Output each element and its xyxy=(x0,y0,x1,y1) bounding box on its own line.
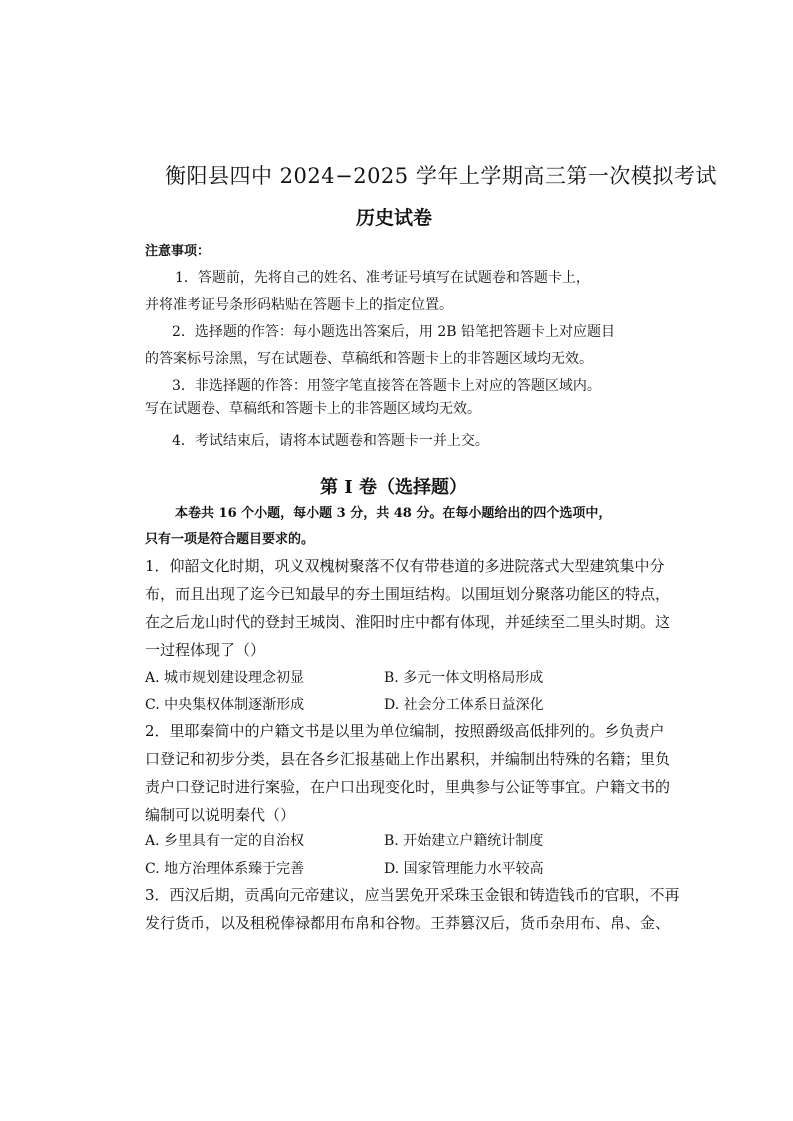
question-1-line: 一过程体现了（） xyxy=(145,641,266,659)
question-1-line: 在之后龙山时代的登封王城岗、淮阳时庄中都有体现，并延续至二里头时期。这 xyxy=(145,613,671,631)
question-1-option-d: D. 社会分工体系日益深化 xyxy=(384,697,544,713)
note-line: 1．答题前，先将自己的姓名、准考证号填写在试题卷和答题卡上， xyxy=(175,270,590,286)
question-1-option-b: B. 多元一体文明格局形成 xyxy=(384,670,544,686)
question-3-line: 3．西汉后期，贡禹向元帝建议，应当罢免开采珠玉金银和铸造钱币的官职，不再 xyxy=(145,886,680,904)
question-2-line: 2．里耶秦简中的户籍文书是以里为单位编制，按照爵级高低排列的。乡负责户 xyxy=(145,722,665,740)
question-3-line: 发行货币，以及租税俸禄都用布帛和谷物。王莽篡汉后，货币杂用布、帛、金、 xyxy=(145,914,671,932)
question-2-option-b: B. 开始建立户籍统计制度 xyxy=(384,833,544,849)
exam-title: 衡阳县四中 2024−2025 学年上学期高三第一次模拟考试 xyxy=(165,164,717,188)
question-1-option-c: C. 中央集权体制逐渐形成 xyxy=(145,697,305,713)
note-line: 写在试题卷、草稿纸和答题卡上的非答题区域均无效。 xyxy=(145,401,481,417)
note-line: 并将准考证号条形码粘贴在答题卡上的指定位置。 xyxy=(145,297,453,313)
note-line: 4．考试结束后，请将本试题卷和答题卡一并上交。 xyxy=(172,433,489,449)
note-line: 的答案标号涂黑，写在试题卷、草稿纸和答题卡上的非答题区域均无效。 xyxy=(145,351,593,367)
question-2-option-d: D. 国家管理能力水平较高 xyxy=(384,861,544,877)
question-1-line: 1．仰韶文化时期，巩义双槐树聚落不仅有带巷道的多进院落式大型建筑集中分 xyxy=(145,557,665,575)
question-2-line: 编制可以说明秦代（） xyxy=(145,806,296,824)
section-instruction: 只有一项是符合题目要求的。 xyxy=(145,532,315,547)
exam-subtitle: 历史试卷 xyxy=(356,207,433,229)
note-line: 2．选择题的作答：每小题选出答案后，用 2B 铅笔把答题卡上对应题目 xyxy=(172,324,616,340)
section-title: 第 I 卷（选择题） xyxy=(320,477,467,498)
notes-heading: 注意事项： xyxy=(145,244,211,259)
question-2-option-c: C. 地方治理体系臻于完善 xyxy=(145,861,305,877)
question-1-line: 布，而且出现了迄今已知最早的夯土围垣结构。以围垣划分聚落功能区的特点， xyxy=(145,585,671,603)
question-1-option-a: A. 城市规划建设理念初显 xyxy=(145,670,305,686)
question-2-line: 责户口登记时进行案验，在户口出现变化时，里典参与公证等事宜。户籍文书的 xyxy=(145,778,671,796)
question-2-option-a: A. 乡里具有一定的自治权 xyxy=(145,833,305,849)
question-2-line: 口登记和初步分类，县在各乡汇报基础上作出累积，并编制出特殊的名籍；里负 xyxy=(145,750,671,768)
note-line: 3．非选择题的作答：用签字笔直接答在答题卡上对应的答题区域内。 xyxy=(172,378,601,394)
section-instruction: 本卷共 16 个小题，每小题 3 分，共 48 分。在每小题给出的四个选项中， xyxy=(175,506,612,521)
